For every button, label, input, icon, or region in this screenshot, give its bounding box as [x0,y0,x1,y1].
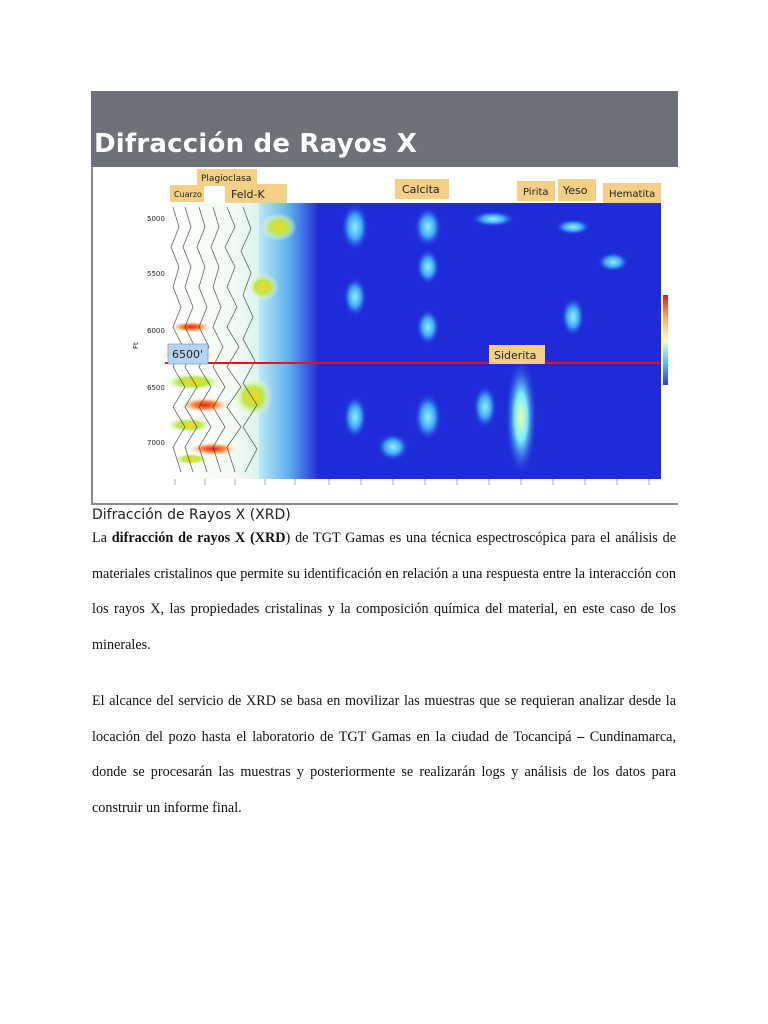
title-banner [91,91,678,167]
depth-tick-5000: 5000 [147,215,165,223]
xrd-heatmap-image [93,167,680,505]
paragraph-1-bold: difracción de rayos X (XRD [111,530,286,546]
color-scale-bar [663,295,668,385]
banner-title: Difracción de Rayos X [94,129,417,159]
tag-siderita-label: Siderita [494,349,537,362]
tag-cuarzo-label: Cuarzo [174,190,202,199]
depth-tick-6500: 6500 [147,384,165,392]
xrd-figure [91,167,678,505]
depth-tick-5500: 5500 [147,270,165,278]
paragraph-1-pre: La [92,530,112,546]
tag-calcita-label: Calcita [402,183,440,196]
tag-siderita [489,345,545,364]
paragraph-2-pre: El alcance del servicio de XRD se basa en movilizar las muestras que se requieran analizar desde la locación del pozo hasta el laboratorio de TGT Gamas en la ciudad de Tocancipá [92,693,676,745]
tag-hematita [603,183,661,203]
tag-yeso-label: Yeso [563,184,588,197]
depth-marker-tag [168,344,208,364]
paragraph-2-post: Cundinamarca, donde se procesarán las muestras y posteriormente se realizarán logs y análisis de los datos para construir un informe final. [92,728,676,816]
tag-pirita [517,181,555,201]
tag-plagioclasa [197,169,257,186]
tag-plagioclasa-label: Plagioclasa [201,174,252,184]
tag-hematita-label: Hematita [609,189,656,200]
depth-tick-6000: 6000 [147,327,165,335]
paragraph-2 [92,684,676,826]
depth-marker-label: 6500' [172,348,204,361]
tag-pirita-label: Pirita [523,187,549,198]
paragraph-1 [92,521,676,663]
tag-feld-k [225,184,287,203]
depth-axis-label: Ft [132,342,140,349]
figure-caption: Difracción de Rayos X (XRD) [92,507,291,523]
tag-feld-k-label: Feld-K [231,188,265,201]
depth-tick-7000: 7000 [147,439,165,447]
tag-calcita [395,179,449,199]
paragraph-2-bold: – [577,728,585,745]
tag-cuarzo [170,185,204,202]
tag-yeso [558,179,596,201]
paragraph-1-post: ) de TGT Gamas es una técnica espectroscópica para el análisis de materiales cristalinos que permite su identificación en relación a una respuesta entre la interacción con los rayos X, las propiedades cristalinas y la composición química del material, en este caso de los minerales. [92,530,677,653]
